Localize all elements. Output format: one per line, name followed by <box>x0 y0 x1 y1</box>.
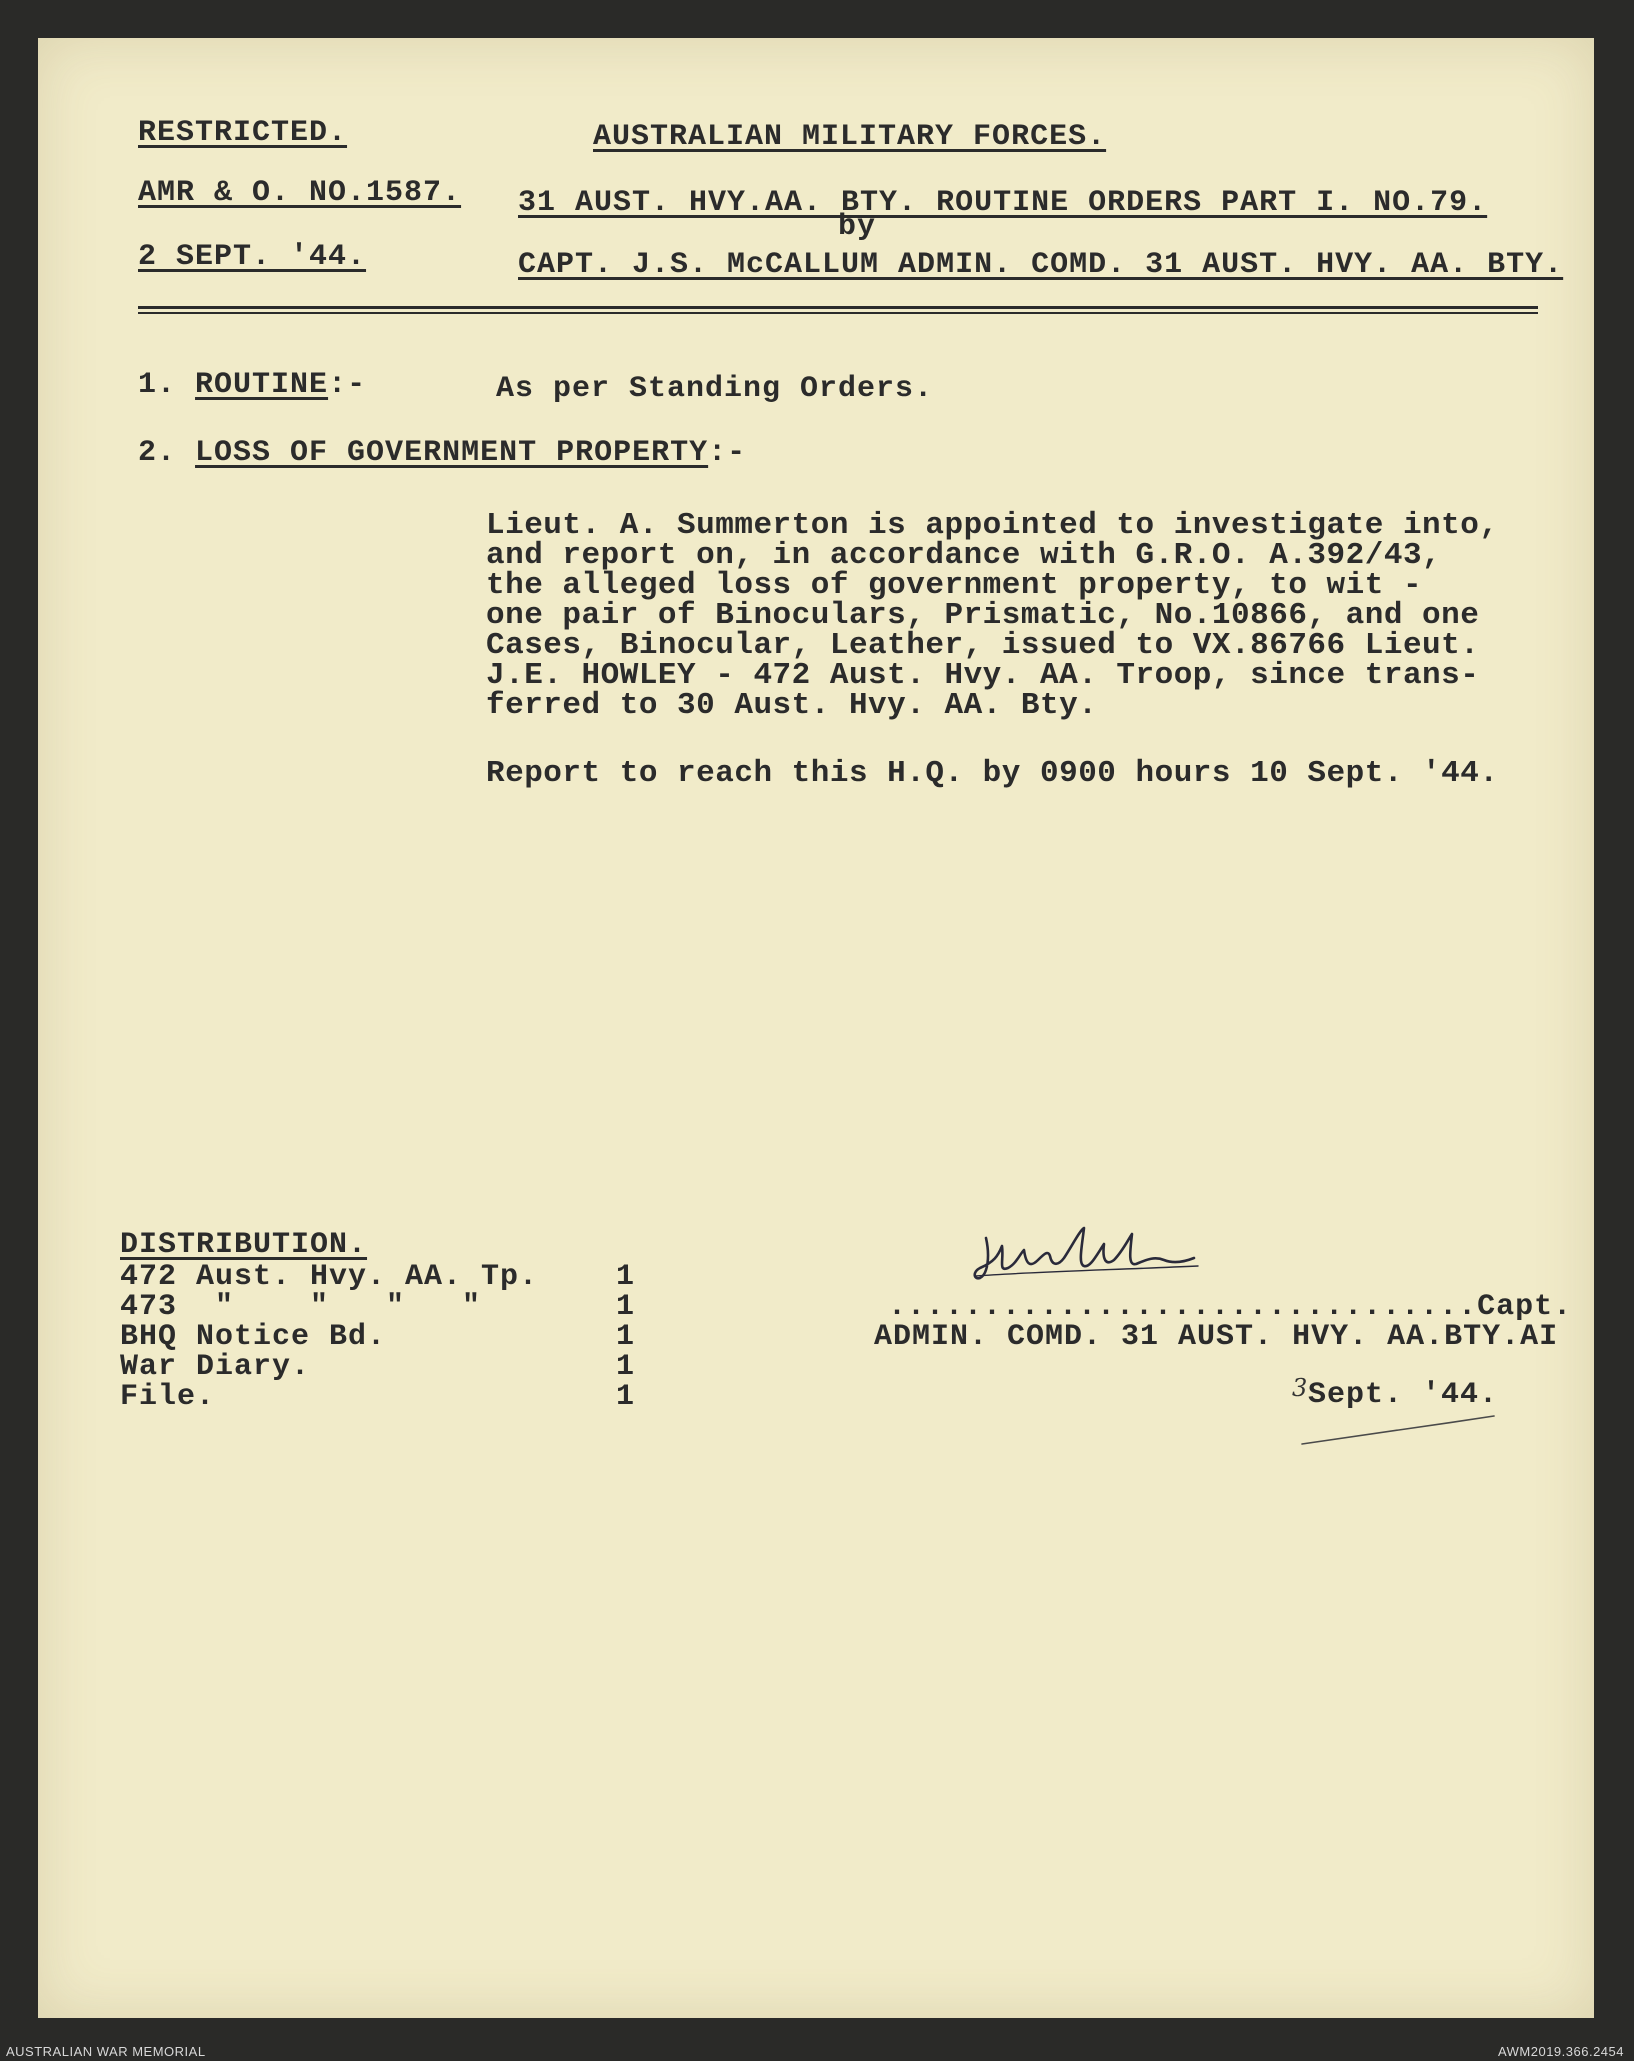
item-2-heading: LOSS OF GOVERNMENT PROPERTY <box>195 436 709 470</box>
distribution-row-count: 1 <box>616 1320 636 1354</box>
item-1-heading: ROUTINE <box>195 368 329 402</box>
item-2-suffix: :- <box>708 436 747 470</box>
distribution-row-name: 472 Aust. Hvy. AA. Tp. <box>120 1260 539 1294</box>
paragraph-line: J.E. HOWLEY - 472 Aust. Hvy. AA. Troop, since trans- <box>486 658 1480 693</box>
paragraph-line: the alleged loss of government property, to wit - <box>486 568 1423 603</box>
header-rule-top <box>138 306 1538 309</box>
distribution-row-count: 1 <box>616 1260 636 1294</box>
pencil-underline <box>1298 1410 1498 1450</box>
distribution-row-count: 1 <box>616 1380 636 1414</box>
signature-date: Sept. '44. <box>1308 1378 1499 1412</box>
signature-dots-rank: ...............................Capt. <box>888 1290 1573 1324</box>
distribution-title: DISTRIBUTION. <box>120 1228 368 1262</box>
footer-accession-number: AWM2019.366.2454 <box>1497 2044 1624 2059</box>
paragraph-line: Cases, Binocular, Leather, issued to VX.86766 Lieut. <box>486 628 1480 663</box>
handwritten-signature <box>968 1216 1208 1296</box>
item-2-number: 2. <box>138 436 177 470</box>
signature-title: ADMIN. COMD. 31 AUST. HVY. AA.BTY.AI <box>874 1320 1559 1354</box>
distribution-row-name: BHQ Notice Bd. <box>120 1320 387 1354</box>
item-1 <box>138 368 366 402</box>
handwritten-day: 3 <box>1292 1374 1308 1402</box>
issuer-line: CAPT. J.S. McCALLUM ADMIN. COMD. 31 AUST. HVY. AA. BTY. <box>518 248 1564 282</box>
by-line: by <box>838 210 877 244</box>
footer-archive-name: AUSTRALIAN WAR MEMORIAL <box>6 2044 206 2059</box>
distribution-row-count: 1 <box>616 1350 636 1384</box>
order-reference: AMR & O. NO.1587. <box>138 176 462 210</box>
classification: RESTRICTED. <box>138 116 348 150</box>
paragraph-line: and report on, in accordance with G.R.O. A.392/43, <box>486 538 1442 573</box>
distribution-row-name: File. <box>120 1380 216 1414</box>
item-1-text: As per Standing Orders. <box>496 372 934 406</box>
paragraph-line: one pair of Binoculars, Prismatic, No.10866, and one <box>486 598 1480 633</box>
item-2 <box>138 436 746 470</box>
organization-title: AUSTRALIAN MILITARY FORCES. <box>593 120 1107 154</box>
report-deadline: Report to reach this H.Q. by 0900 hours 10 Sept. '44. <box>486 756 1499 791</box>
order-title: 31 AUST. HVY.AA. BTY. ROUTINE ORDERS PART I. NO.79. <box>518 186 1488 220</box>
document-page <box>38 38 1594 2018</box>
distribution-row-count: 1 <box>616 1290 636 1324</box>
order-date: 2 SEPT. '44. <box>138 240 367 274</box>
item-1-suffix: :- <box>328 368 367 402</box>
item-1-number: 1. <box>138 368 177 402</box>
paragraph-line: Lieut. A. Summerton is appointed to investigate into, <box>486 508 1499 543</box>
distribution-row-name: 473 " " " " <box>120 1290 482 1324</box>
header-rule-bottom <box>138 312 1538 314</box>
paragraph-line: ferred to 30 Aust. Hvy. AA. Bty. <box>486 688 1098 723</box>
distribution-row-name: War Diary. <box>120 1350 311 1384</box>
